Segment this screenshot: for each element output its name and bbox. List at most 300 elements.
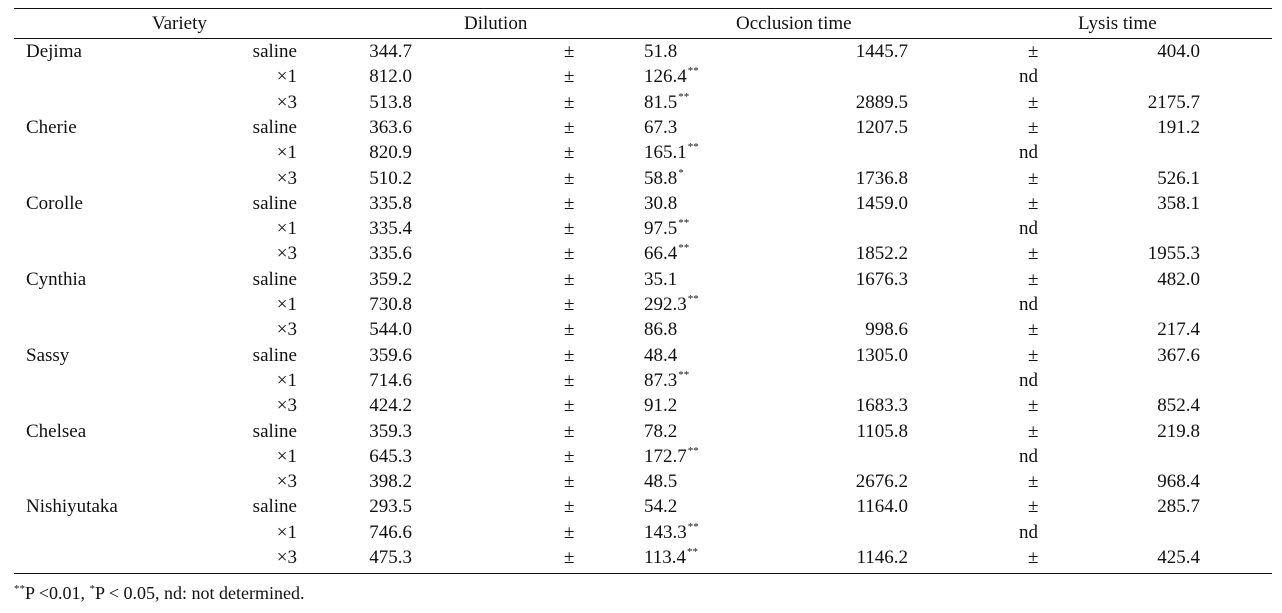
occlusion-mean-cell-text: 544.0 xyxy=(369,319,412,341)
lysis-pm-cell xyxy=(1028,41,1038,63)
occlusion-sd-cell xyxy=(644,294,699,318)
dilution-cell-text: ×1 xyxy=(276,142,297,164)
occlusion-pm-cell xyxy=(564,421,574,443)
dilution-cell-text: saline xyxy=(252,41,297,62)
occlusion-sd-cell xyxy=(644,218,689,242)
variety-cell-text: Cherie xyxy=(26,116,77,138)
occlusion-pm-cell-text: ± xyxy=(564,420,575,442)
dilution-cell-text: ×1 xyxy=(276,294,297,315)
header-lysis-time: Lysis time xyxy=(1078,13,1157,34)
occlusion-mean-cell xyxy=(369,218,412,240)
lysis-mean-cell xyxy=(856,243,908,265)
occlusion-sd-cell-text: 113.4 xyxy=(644,547,687,568)
occlusion-pm-cell xyxy=(564,193,574,215)
lysis-nd-cell xyxy=(1019,522,1038,544)
dilution-cell-text: ×3 xyxy=(276,395,297,417)
occlusion-sd-cell xyxy=(644,243,689,267)
significance-marker: ** xyxy=(687,520,699,533)
occlusion-sd-cell xyxy=(644,446,699,470)
lysis-sd-cell-text: 425.4 xyxy=(1157,547,1200,568)
dilution-cell-text: ×3 xyxy=(276,319,297,341)
lysis-nd-cell xyxy=(1019,370,1038,392)
lysis-pm-cell-text: ± xyxy=(1028,192,1039,214)
lysis-sd-cell xyxy=(1157,421,1200,443)
significance-marker: ** xyxy=(687,141,699,154)
lysis-pm-cell-text: ± xyxy=(1028,167,1039,189)
lysis-sd-cell xyxy=(1157,319,1200,341)
occlusion-mean-cell-text: 714.6 xyxy=(369,369,412,391)
occlusion-pm-cell xyxy=(564,269,574,291)
lysis-sd-cell xyxy=(1157,471,1200,493)
occlusion-mean-cell xyxy=(369,41,412,63)
occlusion-pm-cell-text: ± xyxy=(564,41,575,62)
significance-marker: ** xyxy=(678,217,690,230)
lysis-nd-cell xyxy=(1019,66,1038,88)
variety-cell-text: Cynthia xyxy=(26,268,87,290)
occlusion-mean-cell xyxy=(369,243,412,265)
occlusion-pm-cell xyxy=(564,168,574,190)
lysis-mean-cell-text: 1105.8 xyxy=(856,420,908,442)
lysis-nd-cell-text: nd xyxy=(1019,445,1038,467)
dilution-cell xyxy=(277,66,297,88)
dilution-cell xyxy=(277,370,297,392)
lysis-sd-cell-text: 852.4 xyxy=(1157,395,1200,417)
occlusion-mean-cell xyxy=(369,142,412,164)
lysis-sd-cell-text: 191.2 xyxy=(1157,116,1200,138)
variety-cell-text: Nishiyutaka xyxy=(26,496,118,518)
significance-marker: ** xyxy=(687,546,699,558)
occlusion-sd-cell xyxy=(644,319,677,341)
occlusion-pm-cell-text: ± xyxy=(564,243,575,265)
dilution-cell-text: saline xyxy=(252,116,297,138)
lysis-nd-cell xyxy=(1019,142,1038,164)
occlusion-mean-cell-text: 344.7 xyxy=(369,41,412,62)
lysis-mean-cell xyxy=(856,117,908,139)
footnote-p005-text: P < 0.05, nd: not determined. xyxy=(95,583,305,603)
dilution-cell-text: saline xyxy=(252,420,297,442)
occlusion-sd-cell-text: 30.8 xyxy=(644,192,678,214)
occlusion-mean-cell xyxy=(369,66,412,88)
occlusion-pm-cell-text: ± xyxy=(564,521,575,543)
occlusion-pm-cell xyxy=(564,66,574,88)
occlusion-pm-cell-text: ± xyxy=(564,192,575,214)
lysis-pm-cell xyxy=(1028,471,1038,493)
lysis-sd-cell-text: 404.0 xyxy=(1157,41,1200,62)
occlusion-pm-cell-text: ± xyxy=(564,496,575,518)
dilution-cell-text: ×3 xyxy=(276,471,297,493)
dilution-cell xyxy=(253,345,297,367)
occlusion-sd-cell xyxy=(644,142,699,166)
occlusion-mean-cell xyxy=(369,92,412,114)
variety-cell xyxy=(26,41,82,63)
occlusion-sd-cell xyxy=(644,193,677,215)
occlusion-pm-cell xyxy=(564,496,574,518)
lysis-sd-cell-text: 285.7 xyxy=(1157,496,1200,518)
dilution-cell xyxy=(277,243,297,265)
variety-cell xyxy=(26,193,83,215)
dilution-cell xyxy=(277,218,297,240)
occlusion-mean-cell xyxy=(369,421,412,443)
occlusion-pm-cell xyxy=(564,142,574,164)
lysis-nd-cell-text: nd xyxy=(1019,66,1038,88)
occlusion-sd-cell xyxy=(644,41,677,63)
significance-marker: ** xyxy=(678,90,690,103)
occlusion-mean-cell xyxy=(369,370,412,392)
lysis-mean-cell-text: 1459.0 xyxy=(855,192,908,214)
occlusion-sd-cell-text: 48.4 xyxy=(644,344,678,366)
dilution-cell xyxy=(253,41,297,63)
lysis-sd-cell-text: 219.8 xyxy=(1157,420,1200,442)
dilution-cell xyxy=(277,547,297,569)
occlusion-sd-cell xyxy=(644,66,699,90)
header-variety: Variety xyxy=(152,13,207,34)
lysis-nd-cell-text: nd xyxy=(1019,294,1038,315)
lysis-pm-cell-text: ± xyxy=(1028,319,1039,341)
occlusion-mean-cell-text: 335.4 xyxy=(369,218,412,240)
dilution-cell xyxy=(277,92,297,114)
lysis-sd-cell-text: 1955.3 xyxy=(1147,243,1200,265)
lysis-pm-cell-text: ± xyxy=(1028,344,1039,366)
occlusion-sd-cell xyxy=(644,496,677,518)
significance-marker: ** xyxy=(678,242,690,255)
significance-marker: ** xyxy=(687,444,699,457)
lysis-mean-cell xyxy=(856,496,908,518)
top-rule xyxy=(14,8,1272,9)
dilution-cell xyxy=(277,471,297,493)
lysis-mean-cell xyxy=(856,193,908,215)
lysis-pm-cell xyxy=(1028,193,1038,215)
dilution-cell-text: saline xyxy=(252,496,297,518)
occlusion-mean-cell-text: 645.3 xyxy=(369,445,412,467)
occlusion-sd-cell-text: 97.5 xyxy=(644,218,678,240)
occlusion-sd-cell xyxy=(644,345,677,367)
occlusion-pm-cell-text: ± xyxy=(564,445,575,467)
occlusion-pm-cell xyxy=(564,243,574,265)
occlusion-pm-cell xyxy=(564,446,574,468)
lysis-pm-cell xyxy=(1028,243,1038,265)
lysis-pm-cell-text: ± xyxy=(1028,268,1039,290)
occlusion-pm-cell xyxy=(564,41,574,63)
lysis-mean-cell-text: 1852.2 xyxy=(855,243,908,265)
occlusion-sd-cell-text: 78.2 xyxy=(644,420,678,442)
dilution-cell-text: ×3 xyxy=(276,547,297,568)
occlusion-mean-cell xyxy=(369,269,412,291)
lysis-pm-cell-text: ± xyxy=(1028,547,1039,568)
lysis-mean-cell-text: 1207.5 xyxy=(855,116,908,138)
occlusion-mean-cell xyxy=(369,446,412,468)
lysis-nd-cell-text: nd xyxy=(1019,218,1038,240)
dilution-cell xyxy=(277,319,297,341)
occlusion-pm-cell xyxy=(564,218,574,240)
lysis-mean-cell-text: 1305.0 xyxy=(855,344,908,366)
occlusion-mean-cell-text: 398.2 xyxy=(369,471,412,493)
occlusion-sd-cell xyxy=(644,547,698,571)
lysis-sd-cell-text: 2175.7 xyxy=(1147,91,1200,113)
lysis-mean-cell-text: 1676.3 xyxy=(855,268,908,290)
dilution-cell-text: saline xyxy=(252,192,297,214)
occlusion-sd-cell xyxy=(644,522,699,546)
occlusion-mean-cell-text: 820.9 xyxy=(369,142,412,164)
occlusion-sd-cell-text: 86.8 xyxy=(644,319,678,341)
occlusion-pm-cell-text: ± xyxy=(564,66,575,88)
lysis-mean-cell xyxy=(856,471,908,493)
dilution-cell xyxy=(253,496,297,518)
dilution-cell xyxy=(277,395,297,417)
lysis-mean-cell xyxy=(856,421,908,443)
occlusion-mean-cell xyxy=(369,395,412,417)
variety-cell-text: Dejima xyxy=(26,41,82,62)
dilution-cell-text: ×1 xyxy=(276,218,297,240)
occlusion-sd-cell-text: 87.3 xyxy=(644,369,678,391)
occlusion-mean-cell-text: 335.8 xyxy=(369,192,412,214)
occlusion-sd-cell-text: 81.5 xyxy=(644,91,678,113)
occlusion-sd-cell xyxy=(644,370,689,394)
lysis-mean-cell xyxy=(856,345,908,367)
lysis-sd-cell-text: 217.4 xyxy=(1157,319,1200,341)
lysis-nd-cell-text: nd xyxy=(1019,369,1038,391)
header-rule xyxy=(14,38,1272,39)
lysis-mean-cell xyxy=(856,92,908,114)
occlusion-pm-cell xyxy=(564,471,574,493)
occlusion-mean-cell xyxy=(369,471,412,493)
occlusion-sd-cell-text: 66.4 xyxy=(644,243,678,265)
dilution-cell-text: ×3 xyxy=(276,91,297,113)
dilution-cell xyxy=(277,142,297,164)
occlusion-sd-cell xyxy=(644,269,677,291)
occlusion-pm-cell-text: ± xyxy=(564,218,575,240)
variety-cell xyxy=(26,345,69,367)
occlusion-pm-cell-text: ± xyxy=(564,116,575,138)
occlusion-pm-cell-text: ± xyxy=(564,471,575,493)
occlusion-mean-cell-text: 335.6 xyxy=(369,243,412,265)
dilution-cell xyxy=(253,269,297,291)
lysis-pm-cell xyxy=(1028,345,1038,367)
dilution-cell xyxy=(277,168,297,190)
lysis-sd-cell xyxy=(1157,496,1200,518)
occlusion-sd-cell-text: 292.3 xyxy=(644,294,687,315)
occlusion-mean-cell-text: 513.8 xyxy=(369,91,412,113)
dilution-cell-text: saline xyxy=(252,344,297,366)
occlusion-pm-cell-text: ± xyxy=(564,167,575,189)
occlusion-mean-cell-text: 359.6 xyxy=(369,344,412,366)
lysis-pm-cell xyxy=(1028,395,1038,417)
occlusion-sd-cell xyxy=(644,117,677,139)
footnote-asterisk: * xyxy=(89,583,95,595)
lysis-pm-cell-text: ± xyxy=(1028,91,1039,113)
occlusion-pm-cell xyxy=(564,319,574,341)
lysis-pm-cell-text: ± xyxy=(1028,395,1039,417)
dilution-cell xyxy=(277,446,297,468)
occlusion-sd-cell-text: 58.8 xyxy=(644,167,678,189)
occlusion-mean-cell xyxy=(369,496,412,518)
occlusion-sd-cell xyxy=(644,421,677,443)
lysis-nd-cell xyxy=(1019,446,1038,468)
dilution-cell-text: saline xyxy=(252,268,297,290)
significance-marker: ** xyxy=(687,293,699,305)
occlusion-mean-cell-text: 812.0 xyxy=(369,66,412,88)
occlusion-sd-cell-text: 143.3 xyxy=(644,521,687,543)
dilution-cell-text: ×1 xyxy=(276,445,297,467)
occlusion-sd-cell-text: 48.5 xyxy=(644,471,678,493)
footnote-p001-text: P <0.01, xyxy=(25,583,90,603)
occlusion-sd-cell xyxy=(644,92,689,116)
occlusion-mean-cell-text: 475.3 xyxy=(369,547,412,568)
lysis-mean-cell xyxy=(865,319,908,341)
footnote-double-asterisk: ** xyxy=(14,583,25,595)
lysis-pm-cell xyxy=(1028,269,1038,291)
occlusion-pm-cell-text: ± xyxy=(564,547,575,568)
lysis-sd-cell xyxy=(1148,92,1200,114)
lysis-sd-cell xyxy=(1157,193,1200,215)
lysis-mean-cell-text: 1164.0 xyxy=(856,496,908,518)
occlusion-mean-cell-text: 363.6 xyxy=(369,116,412,138)
variety-cell xyxy=(26,496,118,518)
lysis-sd-cell-text: 358.1 xyxy=(1157,192,1200,214)
occlusion-pm-cell xyxy=(564,117,574,139)
occlusion-sd-cell-text: 126.4 xyxy=(644,66,687,88)
lysis-sd-cell xyxy=(1157,269,1200,291)
occlusion-sd-cell xyxy=(644,471,677,493)
lysis-mean-cell-text: 2676.2 xyxy=(855,471,908,493)
lysis-sd-cell xyxy=(1157,345,1200,367)
lysis-mean-cell-text: 1683.3 xyxy=(855,395,908,417)
occlusion-mean-cell xyxy=(369,345,412,367)
significance-marker: ** xyxy=(678,368,690,381)
occlusion-mean-cell xyxy=(369,117,412,139)
lysis-nd-cell xyxy=(1019,294,1038,316)
dilution-cell xyxy=(277,522,297,544)
dilution-cell-text: ×1 xyxy=(276,521,297,543)
occlusion-pm-cell xyxy=(564,370,574,392)
lysis-pm-cell xyxy=(1028,547,1038,569)
lysis-mean-cell xyxy=(856,269,908,291)
occlusion-pm-cell-text: ± xyxy=(564,268,575,290)
variety-cell-text: Corolle xyxy=(26,192,83,214)
variety-cell xyxy=(26,421,86,443)
occlusion-mean-cell xyxy=(369,547,412,569)
occlusion-mean-cell-text: 730.8 xyxy=(369,294,412,315)
occlusion-sd-cell-text: 67.3 xyxy=(644,116,678,138)
occlusion-pm-cell-text: ± xyxy=(564,395,575,417)
dilution-cell xyxy=(253,117,297,139)
lysis-mean-cell-text: 998.6 xyxy=(865,319,908,341)
lysis-sd-cell-text: 526.1 xyxy=(1157,167,1200,189)
lysis-pm-cell-text: ± xyxy=(1028,420,1039,442)
occlusion-sd-cell-text: 165.1 xyxy=(644,142,687,164)
occlusion-mean-cell-text: 293.5 xyxy=(369,496,412,518)
dilution-cell-text: ×3 xyxy=(276,167,297,189)
occlusion-sd-cell-text: 91.2 xyxy=(644,395,678,417)
lysis-pm-cell-text: ± xyxy=(1028,471,1039,493)
occlusion-pm-cell-text: ± xyxy=(564,319,575,341)
lysis-pm-cell-text: ± xyxy=(1028,243,1039,265)
lysis-nd-cell-text: nd xyxy=(1019,142,1038,164)
occlusion-sd-cell-text: 51.8 xyxy=(644,41,678,62)
occlusion-sd-cell xyxy=(644,168,684,192)
occlusion-pm-cell-text: ± xyxy=(564,142,575,164)
lysis-mean-cell xyxy=(856,395,908,417)
lysis-sd-cell-text: 367.6 xyxy=(1157,344,1200,366)
occlusion-mean-cell-text: 510.2 xyxy=(369,167,412,189)
lysis-sd-cell xyxy=(1157,41,1200,63)
dilution-cell xyxy=(277,294,297,316)
occlusion-sd-cell-text: 54.2 xyxy=(644,496,678,518)
occlusion-pm-cell xyxy=(564,547,574,569)
lysis-sd-cell-text: 482.0 xyxy=(1157,268,1200,290)
lysis-sd-cell xyxy=(1157,395,1200,417)
lysis-sd-cell-text: 968.4 xyxy=(1157,471,1200,493)
lysis-sd-cell xyxy=(1157,547,1200,569)
lysis-pm-cell xyxy=(1028,421,1038,443)
lysis-pm-cell xyxy=(1028,168,1038,190)
lysis-mean-cell-text: 1736.8 xyxy=(855,167,908,189)
variety-cell xyxy=(26,117,77,139)
occlusion-sd-cell xyxy=(644,395,677,417)
significance-marker: ** xyxy=(687,65,699,78)
lysis-pm-cell-text: ± xyxy=(1028,496,1039,518)
significance-marker: * xyxy=(678,166,684,179)
lysis-pm-cell-text: ± xyxy=(1028,116,1039,138)
lysis-sd-cell xyxy=(1157,117,1200,139)
occlusion-sd-cell-text: 35.1 xyxy=(644,268,678,290)
occlusion-pm-cell xyxy=(564,522,574,544)
lysis-mean-cell xyxy=(856,168,908,190)
occlusion-sd-cell-text: 172.7 xyxy=(644,445,687,467)
occlusion-pm-cell-text: ± xyxy=(564,369,575,391)
variety-cell-text: Sassy xyxy=(26,344,70,366)
occlusion-pm-cell-text: ± xyxy=(564,344,575,366)
variety-cell xyxy=(26,269,86,291)
lysis-mean-cell-text: 1445.7 xyxy=(855,41,908,62)
occlusion-mean-cell-text: 746.6 xyxy=(369,521,412,543)
occlusion-pm-cell xyxy=(564,345,574,367)
occlusion-mean-cell xyxy=(369,522,412,544)
lysis-nd-cell xyxy=(1019,218,1038,240)
header-occlusion-time: Occlusion time xyxy=(736,13,852,34)
dilution-cell xyxy=(253,193,297,215)
occlusion-mean-cell xyxy=(369,294,412,316)
lysis-sd-cell xyxy=(1148,243,1200,265)
lysis-pm-cell xyxy=(1028,319,1038,341)
occlusion-pm-cell-text: ± xyxy=(564,91,575,113)
occlusion-pm-cell xyxy=(564,395,574,417)
occlusion-mean-cell-text: 359.3 xyxy=(369,420,412,442)
lysis-pm-cell-text: ± xyxy=(1028,41,1039,62)
lysis-mean-cell xyxy=(856,41,908,63)
lysis-pm-cell xyxy=(1028,92,1038,114)
occlusion-pm-cell xyxy=(564,92,574,114)
occlusion-pm-cell-text: ± xyxy=(564,294,575,315)
dilution-cell-text: ×1 xyxy=(276,369,297,391)
dilution-cell-text: ×1 xyxy=(276,66,297,88)
dilution-cell xyxy=(253,421,297,443)
lysis-mean-cell xyxy=(856,547,908,569)
lysis-mean-cell-text: 2889.5 xyxy=(855,91,908,113)
variety-cell-text: Chelsea xyxy=(26,420,87,442)
lysis-sd-cell xyxy=(1157,168,1200,190)
table-footnote xyxy=(14,582,304,607)
lysis-nd-cell-text: nd xyxy=(1019,521,1038,543)
occlusion-mean-cell-text: 424.2 xyxy=(369,395,412,417)
lysis-mean-cell-text: 1146.2 xyxy=(856,547,908,568)
bottom-rule xyxy=(14,573,1272,574)
occlusion-mean-cell xyxy=(369,319,412,341)
header-dilution: Dilution xyxy=(464,13,528,34)
lysis-pm-cell xyxy=(1028,117,1038,139)
occlusion-mean-cell-text: 359.2 xyxy=(369,268,412,290)
occlusion-pm-cell xyxy=(564,294,574,316)
occlusion-mean-cell xyxy=(369,168,412,190)
